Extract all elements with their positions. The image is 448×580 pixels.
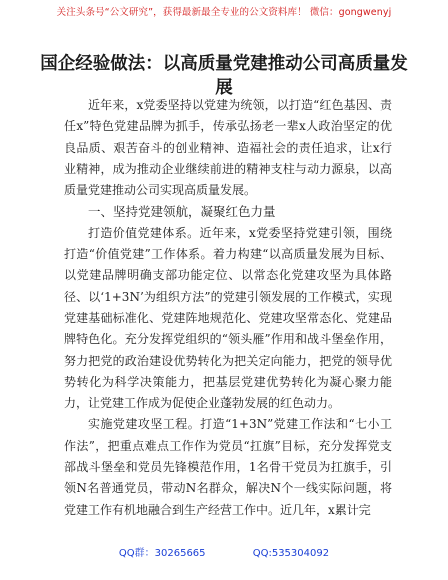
article-body: [64, 95, 392, 521]
footer: [0, 544, 448, 559]
paragraph-intro: 近年来，x党委坚持以党建为统领，以打造“红色基因、责任x”特色党建品牌为抓手，传承弘扬老一辈x人政治坚定的优良品质、艰苦奋斗的创业精神、造福社会的责任追求，让x行业精神，成为推动企业继续前进的精神支柱与动力源泉，以高质量党建推动公司实现高质量发展。: [64, 98, 392, 198]
section-heading: 一、坚持党建领航，凝聚红色力量: [88, 204, 276, 220]
footer-qq-group: QQ群：30265665: [118, 548, 206, 559]
footer-qq: QQ:535304092: [252, 548, 330, 559]
top-banner: 关注头条号“公文研究”，获得最新最全专业的公文资料库！ 微信：gongwenyj: [56, 7, 392, 18]
paragraph-party-building-project: 实施党建攻坚工程。打造“1+3N”党建工作法和“七小工作法”，把重点难点工作作为党员“扛旗”目标，充分发挥党支部战斗堡垒和党员先锋模范作用，1名骨干党员为扛旗手，引领N名普通党员，带动N名群众，解决N个一线实际问题，将党建工作有机地融合到生产经营工作中。近几年，x累计完: [64, 417, 392, 517]
paragraph-value-party-building: 打造价值党建体系。近年来，x党委坚持党建引领，围绕打造“价值党建”工作体系。着力构建“以高质量发展为目标、以党建品牌明确支部功能定位、以常态化党建攻坚为具体路径、以‘1+3N’为组织方法”的党建引领发展的工作模式，实现党建基础标准化、党建阵地规范化、党建攻坚常态化、党建品牌特色化。充分发挥党组织的“领头雁”作用和战斗堡垒作用，努力把党的政治建设优势转化为把关定向能力，把党的领导优势转化为科学决策能力，把基层党建优势转化为凝心聚力能力，让党建工作成为促使企业蓬勃发展的红色动力。: [64, 225, 392, 411]
page-title: 国企经验做法：以高质量党建推动公司高质量发展: [40, 54, 408, 98]
